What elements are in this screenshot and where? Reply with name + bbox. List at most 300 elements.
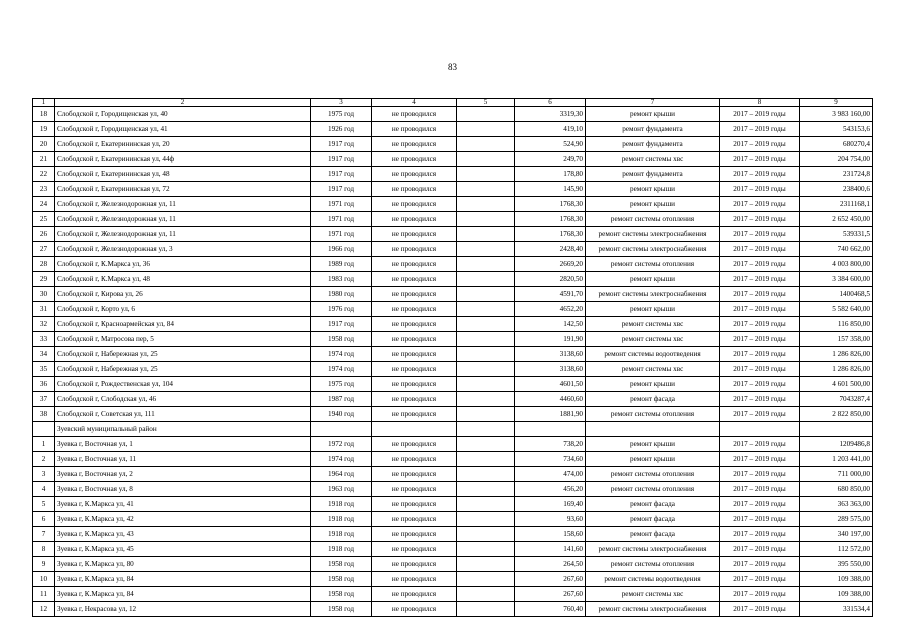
cost-cell: 204 754,00 — [800, 152, 873, 167]
area-cell: 3319,30 — [515, 107, 586, 122]
area-cell: 249,70 — [515, 152, 586, 167]
table-row — [33, 602, 873, 617]
area-cell: 191,90 — [515, 332, 586, 347]
empty-cell — [372, 422, 457, 437]
col-header: 7 — [586, 99, 720, 107]
row-number: 29 — [33, 272, 55, 287]
previous-repair-cell: не проводился — [372, 347, 457, 362]
area-cell: 3138,60 — [515, 362, 586, 377]
period-cell: 2017 – 2019 годы — [720, 317, 800, 332]
period-cell: 2017 – 2019 годы — [720, 257, 800, 272]
header-row — [33, 99, 873, 107]
address-cell: Слободской г, Матросова пер, 5 — [55, 332, 311, 347]
row-number: 18 — [33, 107, 55, 122]
table-row — [33, 137, 873, 152]
col5-cell — [457, 437, 515, 452]
previous-repair-cell: не проводился — [372, 377, 457, 392]
cost-cell: 109 388,00 — [800, 572, 873, 587]
row-number: 20 — [33, 137, 55, 152]
area-cell: 1768,30 — [515, 197, 586, 212]
cost-cell: 1 203 441,00 — [800, 452, 873, 467]
cost-cell: 680 850,00 — [800, 482, 873, 497]
row-number: 32 — [33, 317, 55, 332]
col5-cell — [457, 167, 515, 182]
table-row — [33, 152, 873, 167]
cost-cell: 231724,8 — [800, 167, 873, 182]
row-number: 3 — [33, 467, 55, 482]
cost-cell: 3 983 160,00 — [800, 107, 873, 122]
area-cell: 2428,40 — [515, 242, 586, 257]
area-cell: 3138,60 — [515, 347, 586, 362]
work-type-cell: ремонт системы электроснабжения — [586, 602, 720, 617]
row-number: 34 — [33, 347, 55, 362]
cost-cell: 4 003 800,00 — [800, 257, 873, 272]
year-cell: 1958 год — [311, 587, 372, 602]
row-number: 37 — [33, 392, 55, 407]
col5-cell — [457, 332, 515, 347]
col5-cell — [457, 572, 515, 587]
cost-cell: 363 363,00 — [800, 497, 873, 512]
work-type-cell: ремонт фундамента — [586, 137, 720, 152]
address-cell: Слободской г, Набережная ул, 25 — [55, 362, 311, 377]
row-number: 38 — [33, 407, 55, 422]
address-cell: Слободской г, Кирова ул, 26 — [55, 287, 311, 302]
table-row — [33, 317, 873, 332]
empty-cell — [720, 422, 800, 437]
section-number-cell — [33, 422, 55, 437]
period-cell: 2017 – 2019 годы — [720, 137, 800, 152]
period-cell: 2017 – 2019 годы — [720, 392, 800, 407]
empty-cell — [311, 422, 372, 437]
period-cell: 2017 – 2019 годы — [720, 347, 800, 362]
address-cell: Зуевка г, К.Маркса ул, 80 — [55, 557, 311, 572]
row-number: 9 — [33, 557, 55, 572]
period-cell: 2017 – 2019 годы — [720, 197, 800, 212]
year-cell: 1987 год — [311, 392, 372, 407]
period-cell: 2017 – 2019 годы — [720, 587, 800, 602]
address-cell: Слободской г, Екатерининская ул, 48 — [55, 167, 311, 182]
previous-repair-cell: не проводился — [372, 542, 457, 557]
year-cell: 1917 год — [311, 152, 372, 167]
work-type-cell: ремонт системы электроснабжения — [586, 227, 720, 242]
year-cell: 1918 год — [311, 542, 372, 557]
previous-repair-cell: не проводился — [372, 197, 457, 212]
col5-cell — [457, 317, 515, 332]
work-type-cell: ремонт системы водоотведения — [586, 347, 720, 362]
cost-cell: 680270,4 — [800, 137, 873, 152]
col5-cell — [457, 122, 515, 137]
period-cell: 2017 – 2019 годы — [720, 437, 800, 452]
row-number: 31 — [33, 302, 55, 317]
previous-repair-cell: не проводился — [372, 467, 457, 482]
previous-repair-cell: не проводился — [372, 527, 457, 542]
cost-cell: 740 662,00 — [800, 242, 873, 257]
table-row — [33, 242, 873, 257]
cost-cell: 238400,6 — [800, 182, 873, 197]
work-type-cell: ремонт системы хвс — [586, 362, 720, 377]
previous-repair-cell: не проводился — [372, 152, 457, 167]
year-cell: 1963 год — [311, 482, 372, 497]
table-row — [33, 107, 873, 122]
address-cell: Зуевка г, К.Маркса ул, 43 — [55, 527, 311, 542]
year-cell: 1917 год — [311, 182, 372, 197]
col5-cell — [457, 152, 515, 167]
row-number: 27 — [33, 242, 55, 257]
period-cell: 2017 – 2019 годы — [720, 182, 800, 197]
col5-cell — [457, 527, 515, 542]
col-header: 8 — [720, 99, 800, 107]
previous-repair-cell: не проводился — [372, 242, 457, 257]
table-row — [33, 437, 873, 452]
year-cell: 1917 год — [311, 317, 372, 332]
work-type-cell: ремонт крыши — [586, 272, 720, 287]
period-cell: 2017 – 2019 годы — [720, 212, 800, 227]
year-cell: 1918 год — [311, 497, 372, 512]
cost-cell: 1 286 826,00 — [800, 347, 873, 362]
work-type-cell: ремонт системы отопления — [586, 212, 720, 227]
col5-cell — [457, 467, 515, 482]
address-cell: Зуевка г, К.Маркса ул, 41 — [55, 497, 311, 512]
cost-cell: 340 197,00 — [800, 527, 873, 542]
address-cell: Зуевка г, Восточная ул, 8 — [55, 482, 311, 497]
col5-cell — [457, 197, 515, 212]
empty-cell — [515, 422, 586, 437]
previous-repair-cell: не проводился — [372, 272, 457, 287]
address-cell: Зуевка г, Некрасова ул, 12 — [55, 602, 311, 617]
area-cell: 178,80 — [515, 167, 586, 182]
address-cell: Зуевка г, К.Маркса ул, 42 — [55, 512, 311, 527]
period-cell: 2017 – 2019 годы — [720, 407, 800, 422]
previous-repair-cell: не проводился — [372, 572, 457, 587]
col5-cell — [457, 362, 515, 377]
year-cell: 1989 год — [311, 257, 372, 272]
work-type-cell: ремонт крыши — [586, 197, 720, 212]
work-type-cell: ремонт системы электроснабжения — [586, 242, 720, 257]
table-row — [33, 392, 873, 407]
cost-cell: 395 550,00 — [800, 557, 873, 572]
address-cell: Слободской г, Екатерининская ул, 44ф — [55, 152, 311, 167]
col-header: 5 — [457, 99, 515, 107]
previous-repair-cell: не проводился — [372, 107, 457, 122]
area-cell: 158,60 — [515, 527, 586, 542]
period-cell: 2017 – 2019 годы — [720, 377, 800, 392]
previous-repair-cell: не проводился — [372, 122, 457, 137]
period-cell: 2017 – 2019 годы — [720, 497, 800, 512]
row-number: 12 — [33, 602, 55, 617]
area-cell: 419,10 — [515, 122, 586, 137]
col5-cell — [457, 497, 515, 512]
work-type-cell: ремонт системы водоотведения — [586, 572, 720, 587]
year-cell: 1917 год — [311, 137, 372, 152]
address-cell: Слободской г, Екатерининская ул, 72 — [55, 182, 311, 197]
cost-cell: 3 384 600,00 — [800, 272, 873, 287]
address-cell: Зуевка г, Восточная ул, 1 — [55, 437, 311, 452]
cost-cell: 1400468,5 — [800, 287, 873, 302]
year-cell: 1926 год — [311, 122, 372, 137]
previous-repair-cell: не проводился — [372, 212, 457, 227]
row-number: 36 — [33, 377, 55, 392]
col5-cell — [457, 302, 515, 317]
empty-cell — [800, 422, 873, 437]
table-row — [33, 227, 873, 242]
col5-cell — [457, 512, 515, 527]
cost-cell: 711 000,00 — [800, 467, 873, 482]
period-cell: 2017 – 2019 годы — [720, 242, 800, 257]
row-number: 10 — [33, 572, 55, 587]
area-cell: 456,20 — [515, 482, 586, 497]
work-type-cell: ремонт крыши — [586, 452, 720, 467]
row-number: 6 — [33, 512, 55, 527]
address-cell: Слободской г, Красноармейская ул, 84 — [55, 317, 311, 332]
area-cell: 734,60 — [515, 452, 586, 467]
year-cell: 1940 год — [311, 407, 372, 422]
year-cell: 1964 год — [311, 467, 372, 482]
area-cell: 267,60 — [515, 587, 586, 602]
cost-cell: 5 582 640,00 — [800, 302, 873, 317]
period-cell: 2017 – 2019 годы — [720, 167, 800, 182]
previous-repair-cell: не проводился — [372, 257, 457, 272]
area-cell: 1768,30 — [515, 227, 586, 242]
col5-cell — [457, 137, 515, 152]
area-cell: 4460,60 — [515, 392, 586, 407]
period-cell: 2017 – 2019 годы — [720, 227, 800, 242]
table-row — [33, 587, 873, 602]
table-row — [33, 512, 873, 527]
year-cell: 1971 год — [311, 212, 372, 227]
cost-cell: 109 388,00 — [800, 587, 873, 602]
period-cell: 2017 – 2019 годы — [720, 512, 800, 527]
work-type-cell: ремонт крыши — [586, 377, 720, 392]
previous-repair-cell: не проводился — [372, 182, 457, 197]
area-cell: 142,50 — [515, 317, 586, 332]
table-row — [33, 377, 873, 392]
previous-repair-cell: не проводился — [372, 332, 457, 347]
cost-cell: 4 601 500,00 — [800, 377, 873, 392]
table-row — [33, 197, 873, 212]
address-cell: Зуевка г, К.Маркса ул, 84 — [55, 587, 311, 602]
work-type-cell: ремонт системы отопления — [586, 407, 720, 422]
row-number: 25 — [33, 212, 55, 227]
repair-table — [32, 98, 873, 617]
address-cell: Слободской г, Железнодорожная ул, 11 — [55, 197, 311, 212]
area-cell: 760,40 — [515, 602, 586, 617]
work-type-cell: ремонт системы электроснабжения — [586, 542, 720, 557]
table-row — [33, 572, 873, 587]
address-cell: Слободской г, Городищенская ул, 41 — [55, 122, 311, 137]
address-cell: Слободской г, Слободская ул, 46 — [55, 392, 311, 407]
work-type-cell: ремонт системы отопления — [586, 482, 720, 497]
section-title: Зуевский муниципальный район — [55, 422, 311, 437]
cost-cell: 331534,4 — [800, 602, 873, 617]
cost-cell: 7043287,4 — [800, 392, 873, 407]
row-number: 8 — [33, 542, 55, 557]
row-number: 30 — [33, 287, 55, 302]
col5-cell — [457, 407, 515, 422]
table-row — [33, 452, 873, 467]
area-cell: 2820,50 — [515, 272, 586, 287]
work-type-cell: ремонт системы хвс — [586, 152, 720, 167]
work-type-cell: ремонт системы отопления — [586, 467, 720, 482]
table-row — [33, 167, 873, 182]
row-number: 21 — [33, 152, 55, 167]
col-header: 3 — [311, 99, 372, 107]
work-type-cell: ремонт фундамента — [586, 167, 720, 182]
row-number: 4 — [33, 482, 55, 497]
cost-cell: 112 572,00 — [800, 542, 873, 557]
previous-repair-cell: не проводился — [372, 287, 457, 302]
col5-cell — [457, 182, 515, 197]
previous-repair-cell: не проводился — [372, 392, 457, 407]
work-type-cell: ремонт крыши — [586, 107, 720, 122]
address-cell: Слободской г, Набережная ул, 25 — [55, 347, 311, 362]
address-cell: Зуевка г, Восточная ул, 11 — [55, 452, 311, 467]
address-cell: Слободской г, Рождественская ул, 104 — [55, 377, 311, 392]
table-row — [33, 272, 873, 287]
area-cell: 4601,50 — [515, 377, 586, 392]
cost-cell: 539331,5 — [800, 227, 873, 242]
previous-repair-cell: не проводился — [372, 452, 457, 467]
work-type-cell: ремонт крыши — [586, 182, 720, 197]
empty-cell — [457, 422, 515, 437]
year-cell: 1958 год — [311, 332, 372, 347]
address-cell: Слободской г, К.Маркса ул, 48 — [55, 272, 311, 287]
area-cell: 474,00 — [515, 467, 586, 482]
col5-cell — [457, 482, 515, 497]
table-row — [33, 287, 873, 302]
area-cell: 93,60 — [515, 512, 586, 527]
cost-cell: 116 850,00 — [800, 317, 873, 332]
work-type-cell: ремонт системы хвс — [586, 332, 720, 347]
period-cell: 2017 – 2019 годы — [720, 332, 800, 347]
year-cell: 1980 год — [311, 287, 372, 302]
previous-repair-cell: не проводился — [372, 227, 457, 242]
table-row — [33, 122, 873, 137]
address-cell: Зуевка г, К.Маркса ул, 84 — [55, 572, 311, 587]
year-cell: 1975 год — [311, 107, 372, 122]
address-cell: Слободской г, Железнодорожная ул, 11 — [55, 212, 311, 227]
area-cell: 524,90 — [515, 137, 586, 152]
area-cell: 4591,70 — [515, 287, 586, 302]
address-cell: Слободской г, Городищенская ул, 40 — [55, 107, 311, 122]
work-type-cell: ремонт системы отопления — [586, 257, 720, 272]
table-row — [33, 362, 873, 377]
cost-cell: 543153,6 — [800, 122, 873, 137]
year-cell: 1974 год — [311, 347, 372, 362]
table-row — [33, 347, 873, 362]
year-cell: 1972 год — [311, 437, 372, 452]
area-cell: 4652,20 — [515, 302, 586, 317]
col5-cell — [457, 227, 515, 242]
table-row — [33, 542, 873, 557]
row-number: 22 — [33, 167, 55, 182]
work-type-cell: ремонт системы электроснабжения — [586, 287, 720, 302]
period-cell: 2017 – 2019 годы — [720, 527, 800, 542]
work-type-cell: ремонт системы хвс — [586, 317, 720, 332]
period-cell: 2017 – 2019 годы — [720, 362, 800, 377]
year-cell: 1974 год — [311, 362, 372, 377]
row-number: 19 — [33, 122, 55, 137]
work-type-cell: ремонт системы хвс — [586, 587, 720, 602]
address-cell: Зуевка г, К.Маркса ул, 45 — [55, 542, 311, 557]
col-header: 1 — [33, 99, 55, 107]
year-cell: 1975 год — [311, 377, 372, 392]
year-cell: 1918 год — [311, 512, 372, 527]
work-type-cell: ремонт фундамента — [586, 122, 720, 137]
row-number: 7 — [33, 527, 55, 542]
table-row — [33, 302, 873, 317]
area-cell: 169,40 — [515, 497, 586, 512]
row-number: 23 — [33, 182, 55, 197]
col5-cell — [457, 452, 515, 467]
col5-cell — [457, 212, 515, 227]
address-cell: Слободской г, Железнодорожная ул, 3 — [55, 242, 311, 257]
address-cell: Слободской г, Советская ул, 111 — [55, 407, 311, 422]
work-type-cell: ремонт крыши — [586, 437, 720, 452]
section-row — [33, 422, 873, 437]
row-number: 1 — [33, 437, 55, 452]
year-cell: 1966 год — [311, 242, 372, 257]
previous-repair-cell: не проводился — [372, 302, 457, 317]
col5-cell — [457, 257, 515, 272]
cost-cell: 289 575,00 — [800, 512, 873, 527]
period-cell: 2017 – 2019 годы — [720, 452, 800, 467]
previous-repair-cell: не проводился — [372, 137, 457, 152]
year-cell: 1958 год — [311, 572, 372, 587]
year-cell: 1971 год — [311, 197, 372, 212]
col-header: 2 — [55, 99, 311, 107]
work-type-cell: ремонт фасада — [586, 392, 720, 407]
period-cell: 2017 – 2019 годы — [720, 557, 800, 572]
col5-cell — [457, 347, 515, 362]
cost-cell: 1 286 826,00 — [800, 362, 873, 377]
year-cell: 1918 год — [311, 527, 372, 542]
area-cell: 738,20 — [515, 437, 586, 452]
cost-cell: 2 822 850,00 — [800, 407, 873, 422]
area-cell: 267,60 — [515, 572, 586, 587]
period-cell: 2017 – 2019 годы — [720, 272, 800, 287]
col5-cell — [457, 242, 515, 257]
work-type-cell: ремонт фасада — [586, 497, 720, 512]
previous-repair-cell: не проводился — [372, 437, 457, 452]
col5-cell — [457, 287, 515, 302]
work-type-cell: ремонт крыши — [586, 302, 720, 317]
col-header: 6 — [515, 99, 586, 107]
previous-repair-cell: не проводился — [372, 362, 457, 377]
col5-cell — [457, 377, 515, 392]
previous-repair-cell: не проводился — [372, 167, 457, 182]
period-cell: 2017 – 2019 годы — [720, 302, 800, 317]
col5-cell — [457, 587, 515, 602]
col5-cell — [457, 107, 515, 122]
address-cell: Зуевка г, Восточная ул, 2 — [55, 467, 311, 482]
col5-cell — [457, 272, 515, 287]
col-header: 9 — [800, 99, 873, 107]
period-cell: 2017 – 2019 годы — [720, 482, 800, 497]
previous-repair-cell: не проводился — [372, 602, 457, 617]
table-row — [33, 467, 873, 482]
year-cell: 1958 год — [311, 602, 372, 617]
table-row — [33, 482, 873, 497]
cost-cell: 1209486,8 — [800, 437, 873, 452]
previous-repair-cell: не проводился — [372, 587, 457, 602]
cost-cell: 2311168,1 — [800, 197, 873, 212]
row-number: 2 — [33, 452, 55, 467]
period-cell: 2017 – 2019 годы — [720, 152, 800, 167]
previous-repair-cell: не проводился — [372, 317, 457, 332]
area-cell: 145,90 — [515, 182, 586, 197]
year-cell: 1974 год — [311, 452, 372, 467]
area-cell: 141,60 — [515, 542, 586, 557]
